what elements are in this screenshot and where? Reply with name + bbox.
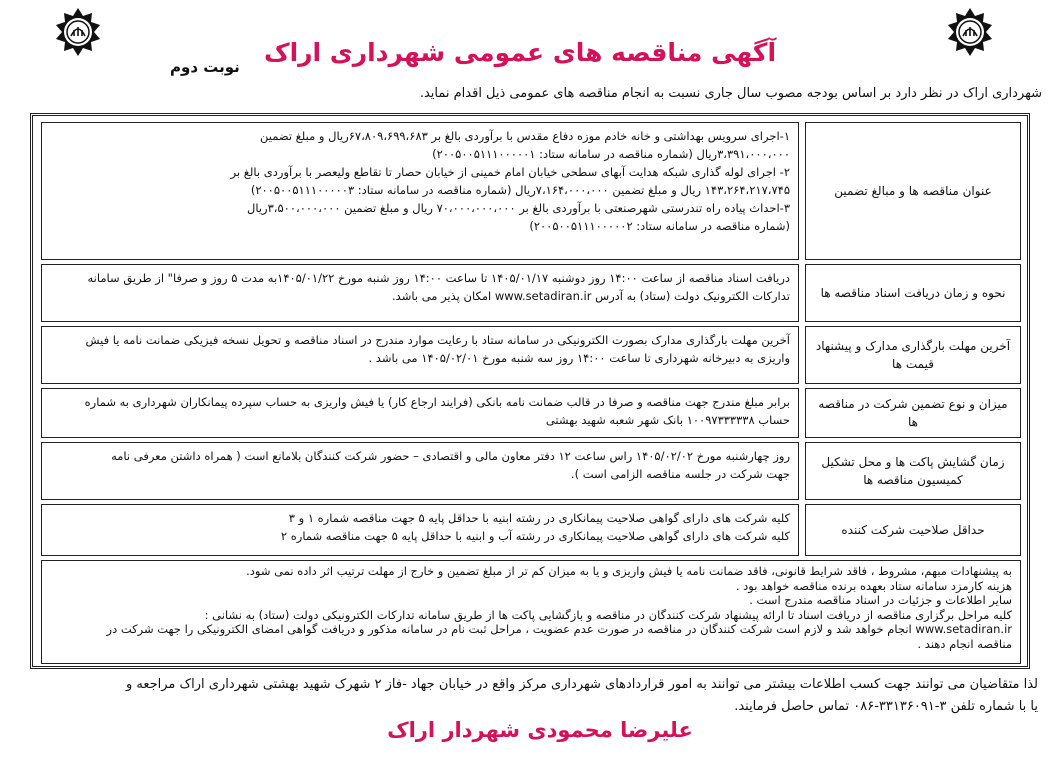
row-label: نحوه و زمان دریافت اسناد مناقصه ها xyxy=(805,264,1021,322)
row-label: حداقل صلاحیت شرکت کننده xyxy=(805,504,1021,556)
row-label: میزان و نوع تضمین شرکت در مناقصه ها xyxy=(805,388,1021,438)
row-content xyxy=(41,326,799,384)
notes-box xyxy=(41,560,1021,664)
table-row xyxy=(41,442,1021,500)
note-line: سایر اطلاعات و جزئیات در اسناد مناقصه مندرج است . xyxy=(749,593,1012,607)
note-line: مناقصه انجام دهند . xyxy=(917,636,1012,651)
row-line: آخرین مهلت بارگذاری مدارک بصورت الکترونیکی در سامانه ستاد با رعایت موارد مندرج در اسناد مناقصه و تحویل نسخه فیزیکی ضمانت نامه یا فیش xyxy=(85,333,790,347)
table-row xyxy=(41,388,1021,438)
row-line: واریزی به دبیرخانه شهرداری تا ساعت ۱۴:۰۰ روز سه شنبه مورخ ۱۴۰۵/۰۲/۰۱ می باشد . xyxy=(368,351,790,365)
row-line: حساب ۱۰۰۹۷۳۳۳۳۳۸ بانک شهر شعبه شهید بهشتی xyxy=(545,413,790,427)
row-line: ۱۴۳،۲۶۴،۲۱۷،۷۴۵ ریال و مبلغ تضمین ۷،۱۶۴،۰۰۰،۰۰۰ریال (شماره مناقصه در سامانه ستاد: ۲۰۰۵۰۰۵۱۱۱۰۰۰۰۰۳) xyxy=(250,183,790,197)
row-content xyxy=(41,388,799,438)
municipality-emblem-icon xyxy=(944,6,996,58)
row-content xyxy=(41,264,799,322)
footer-line: لذا متقاضیان می توانند جهت کسب اطلاعات بیشتر می توانند به امور قراردادهای شهرداری مرکز واقع در خیابان جهاد -فاز ۲ شهرک شهید بهشتی شهرداری اراک مراجعه و xyxy=(125,677,1038,692)
footer-text xyxy=(18,674,1038,718)
note-line: www.setadiran.ir انجام خواهد شد و لازم است شرکت کنندگان در مناقصه در صورت عدم عضویت ، مراحل ثبت نام در سامانه مذکور و دریافت گواهی امضای الکترونیکی را جهت شرکت در xyxy=(106,622,1012,636)
table-row xyxy=(41,122,1021,260)
row-line: تدارکات الکترونیک دولت (ستاد) به آدرس www.setadiran.ir امکان پذیر می باشد. xyxy=(392,289,790,303)
row-line: جهت شرکت در جلسه مناقصه الزامی است ). xyxy=(570,467,790,481)
note-line: هزینه کارمزد سامانه ستاد بعهده برنده مناقصه خواهد بود . xyxy=(735,578,1012,593)
page-title: آگهی مناقصه های عمومی شهرداری اراک xyxy=(263,38,777,67)
row-content xyxy=(41,442,799,500)
table-row xyxy=(41,264,1021,322)
note-line: به پیشنهادات مبهم، مشروط ، فاقد شرایط قانونی، فاقد ضمانت نامه یا فیش واریزی و یا به میزان کم تر از مبلغ تضمین و خارج از مهلت ترتیب اثر داده نمی شود. xyxy=(246,564,1012,578)
row-label: عنوان مناقصه ها و مبالغ تضمین xyxy=(805,122,1021,260)
row-line: کلیه شرکت های دارای گواهی صلاحیت پیمانکاری در رشته ابنیه با حداقل پایه ۵ جهت مناقصه شماره ۱ و ۳ xyxy=(288,511,790,525)
signature: علیرضا محمودی شهردار اراک xyxy=(387,718,693,742)
row-label: زمان گشایش پاکت ها و محل تشکیل کمیسیون مناقصه ها xyxy=(805,442,1021,500)
tender-table xyxy=(30,113,1030,669)
footer-line: یا با شماره تلفن ۳-۳۳۱۳۶۰۹۱-۰۸۶ تماس حاصل فرمایند. xyxy=(734,699,1038,714)
row-line: دریافت اسناد مناقصه از ساعت ۱۴:۰۰ روز دوشنبه ۱۴۰۵/۰۱/۱۷ تا ساعت ۱۴:۰۰ روز شنبه مورخ ۱۴۰۵/۰۱/۲۲به مدت ۵ روز و صرفا" از طریق سامانه xyxy=(87,271,790,285)
row-line: ۳،۳۹۱،۰۰۰،۰۰۰ریال (شماره مناقصه در سامانه ستاد: ۲۰۰۵۰۰۵۱۱۱۰۰۰۰۰۱) xyxy=(432,147,790,161)
row-line: ۱-اجرای سرویس بهداشتی و خانه خادم موزه دفاع مقدس با برآوردی بالغ بر ۶۷،۸۰۹،۶۹۹،۶۸۳ریال و مبلغ تضمین xyxy=(259,129,790,143)
row-line: ۳-احداث پیاده راه تندرستی شهرصنعتی با برآوردی بالغ بر ۷۰،۰۰۰،۰۰۰،۰۰۰ ریال و مبلغ تضمین ۳،۵۰۰،۰۰۰،۰۰۰ریال xyxy=(246,201,790,215)
table-row xyxy=(41,326,1021,384)
row-line: روز چهارشنبه مورخ ۱۴۰۵/۰۲/۰۲ راس ساعت ۱۲ دفتر معاون مالی و اقتصادی – حضور شرکت کنندگان بلامانع است ( همراه داشتن معرفی نامه xyxy=(111,449,790,463)
municipality-emblem-icon xyxy=(52,6,104,58)
intro-text: شهرداری اراک در نظر دارد بر اساس بودجه مصوب سال جاری نسبت به انجام مناقصه های عمومی ذیل اقدام نماید. xyxy=(419,86,1042,101)
note-line: کلیه مراحل برگزاری مناقصه از دریافت اسناد تا ارائه پیشنهاد شرکت کنندگان در مناقصه و بازگشایی پاکت ها از طریق سامانه تدارکات الکترونیکی دولت (ستاد) به نشانی : xyxy=(204,607,1012,622)
row-line: کلیه شرکت های دارای گواهی صلاحیت پیمانکاری در رشته آب و ابنیه با حداقل پایه ۵ جهت مناقصه شماره ۲ xyxy=(280,529,790,543)
row-content xyxy=(41,504,799,556)
row-line: برابر مبلغ مندرج جهت مناقصه و صرفا در قالب ضمانت نامه بانکی (فرایند ارجاع کار) یا فیش واریزی به حساب سپرده پیمانکاران شهرداری به شماره xyxy=(84,395,790,409)
row-content xyxy=(41,122,799,260)
round-label: نوبت دوم xyxy=(170,58,240,76)
table-row xyxy=(41,504,1021,556)
row-line: ۲- اجرای لوله گذاری شبکه هدایت آبهای سطحی خیابان امام خمینی از خیابان حصار تا تقاطع ولیعصر با برآوردی بالغ بر xyxy=(230,165,790,179)
row-label: آخرین مهلت بارگذاری مدارک و پیشنهاد قیمت ها xyxy=(805,326,1021,384)
row-line: (شماره مناقصه در سامانه ستاد: ۲۰۰۵۰۰۵۱۱۱۰۰۰۰۰۲) xyxy=(529,219,790,233)
